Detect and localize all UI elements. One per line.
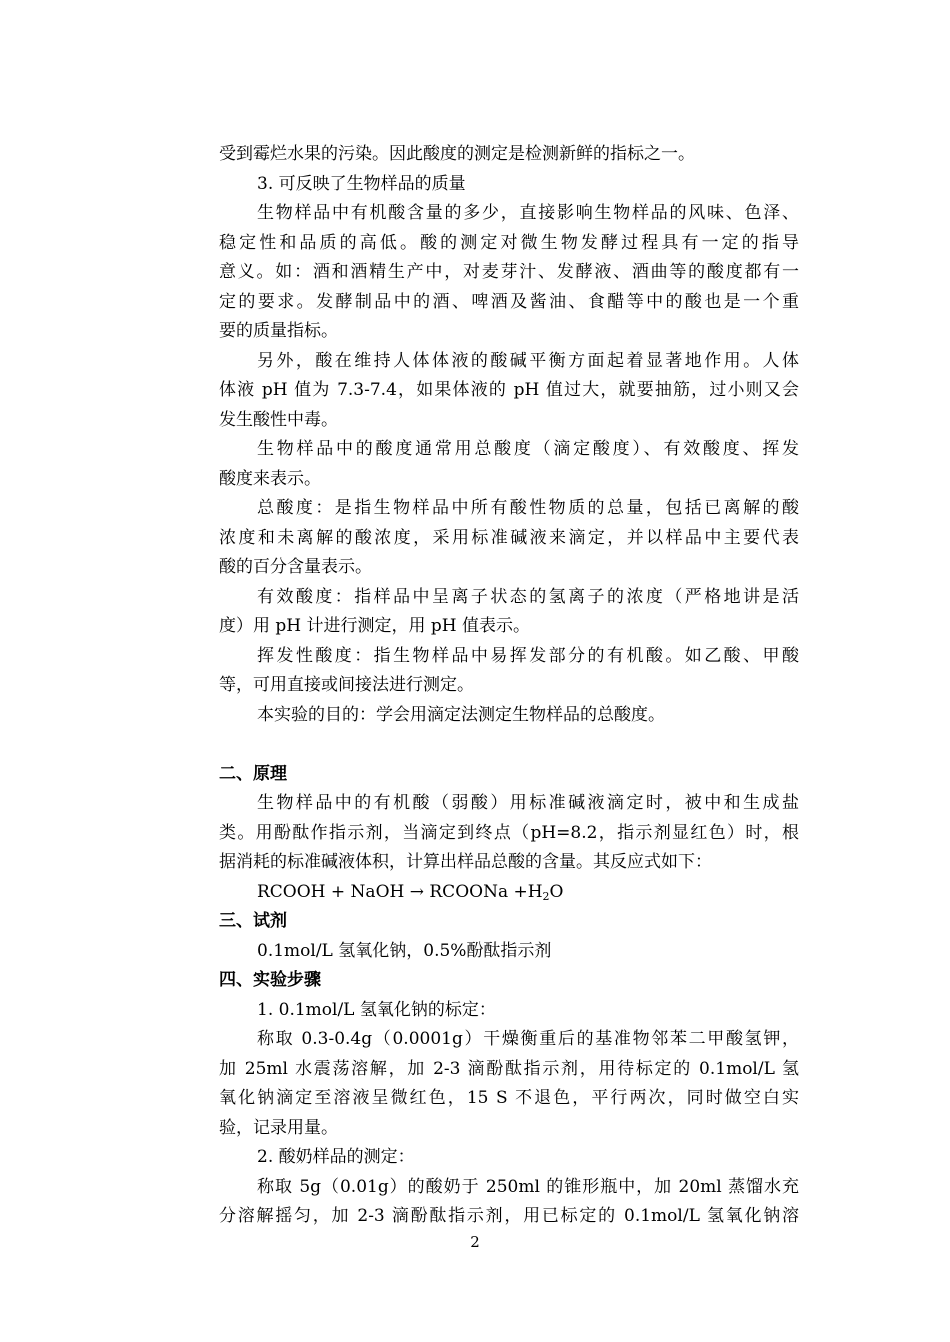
text-line: 意义。如：酒和酒精生产中，对麦芽汁、发酵液、酒曲等的酸度都有一 — [219, 262, 799, 282]
text-line: 生物样品中有机酸含量的多少，直接影响生物样品的风味、色泽、 — [257, 203, 799, 223]
step-title: 1. 0.1mol/L 氢氧化钠的标定： — [257, 999, 496, 1020]
text-line: 生物样品中的酸度通常用总酸度（滴定酸度）、有效酸度、挥发 — [257, 439, 799, 459]
text-line: 加 25ml 水震荡溶解，加 2-3 滴酚酞指示剂，用待标定的 0.1mol/L 氢 — [219, 1058, 799, 1079]
page-body — [219, 140, 799, 1232]
text-line: 生物样品中的有机酸（弱酸）用标准碱液滴定时，被中和生成盐 — [257, 793, 799, 813]
reaction-equation — [219, 878, 799, 908]
spacer — [219, 730, 799, 760]
text-line: 受到霉烂水果的污染。因此酸度的测定是检测新鲜的指标之一。 — [219, 144, 695, 164]
section-heading-principle: 二、原理 — [219, 763, 287, 784]
text-line: 发生酸性中毒。 — [219, 409, 338, 430]
text-line: 据消耗的标准碱液体积，计算出样品总酸的含量。其反应式如下： — [219, 852, 712, 872]
text-line: 体液 pH 值为 7.3-7.4，如果体液的 pH 值过大，就要抽筋，过小则又会 — [219, 380, 799, 400]
text-line: 等，可用直接或间接法进行测定。 — [219, 675, 474, 695]
equation-subscript: 2 — [542, 889, 550, 903]
text-line: 度）用 pH 计进行测定，用 pH 值表示。 — [219, 616, 531, 636]
text-line: 总酸度：是指生物样品中所有酸性物质的总量，包括已离解的酸 — [257, 498, 799, 518]
text-line: 0.1mol/L 氢氧化钠，0.5%酚酞指示剂 — [257, 940, 552, 961]
section-heading-procedure: 四、实验步骤 — [219, 970, 321, 990]
text-line: 本实验的目的：学会用滴定法测定生物样品的总酸度。 — [257, 704, 665, 725]
text-line: 挥发性酸度：指生物样品中易挥发部分的有机酸。如乙酸、甲酸 — [257, 645, 799, 666]
section-heading-reagents: 三、试剂 — [219, 911, 287, 931]
equation-text: RCOOH + NaOH → RCOONa +H — [257, 881, 543, 902]
text-line: 分溶解摇匀，加 2-3 滴酚酞指示剂，用已标定的 0.1mol/L 氢氧化钠溶 — [219, 1206, 799, 1226]
list-heading: 3. 可反映了生物样品的质量 — [257, 173, 466, 194]
step-title: 2. 酸奶样品的测定： — [257, 1147, 415, 1167]
text-line: 类。用酚酞作指示剂，当滴定到终点（pH=8.2，指示剂显红色）时，根 — [219, 822, 799, 843]
text-line: 要的质量指标。 — [219, 321, 338, 341]
text-line: 有效酸度：指样品中呈离子状态的氢离子的浓度（严格地讲是活 — [257, 586, 799, 607]
text-line: 另外，酸在维持人体体液的酸碱平衡方面起着显著地作用。人体 — [257, 350, 799, 371]
text-line: 酸度来表示。 — [219, 468, 321, 489]
text-line: 氧化钠滴定至溶液呈微红色，15 S 不退色，平行两次，同时做空白实 — [219, 1088, 799, 1108]
page-number: 2 — [470, 1233, 480, 1251]
text-line: 称取 0.3-0.4g（0.0001g）干燥衡重后的基准物邻苯二甲酸氢钾， — [257, 1029, 799, 1049]
text-line: 称取 5g（0.01g）的酸奶于 250ml 的锥形瓶中，加 20ml 蒸馏水充 — [257, 1176, 799, 1197]
text-line: 浓度和未离解的酸浓度，采用标准碱液来滴定，并以样品中主要代表 — [219, 527, 799, 548]
text-line: 定的要求。发酵制品中的酒、啤酒及酱油、食醋等中的酸也是一个重 — [219, 291, 799, 312]
equation-tail: O — [549, 881, 564, 902]
text-line: 验，记录用量。 — [219, 1117, 338, 1138]
text-line: 酸的百分含量表示。 — [219, 557, 372, 577]
text-line: 稳定性和品质的高低。酸的测定对微生物发酵过程具有一定的指导 — [219, 232, 799, 253]
